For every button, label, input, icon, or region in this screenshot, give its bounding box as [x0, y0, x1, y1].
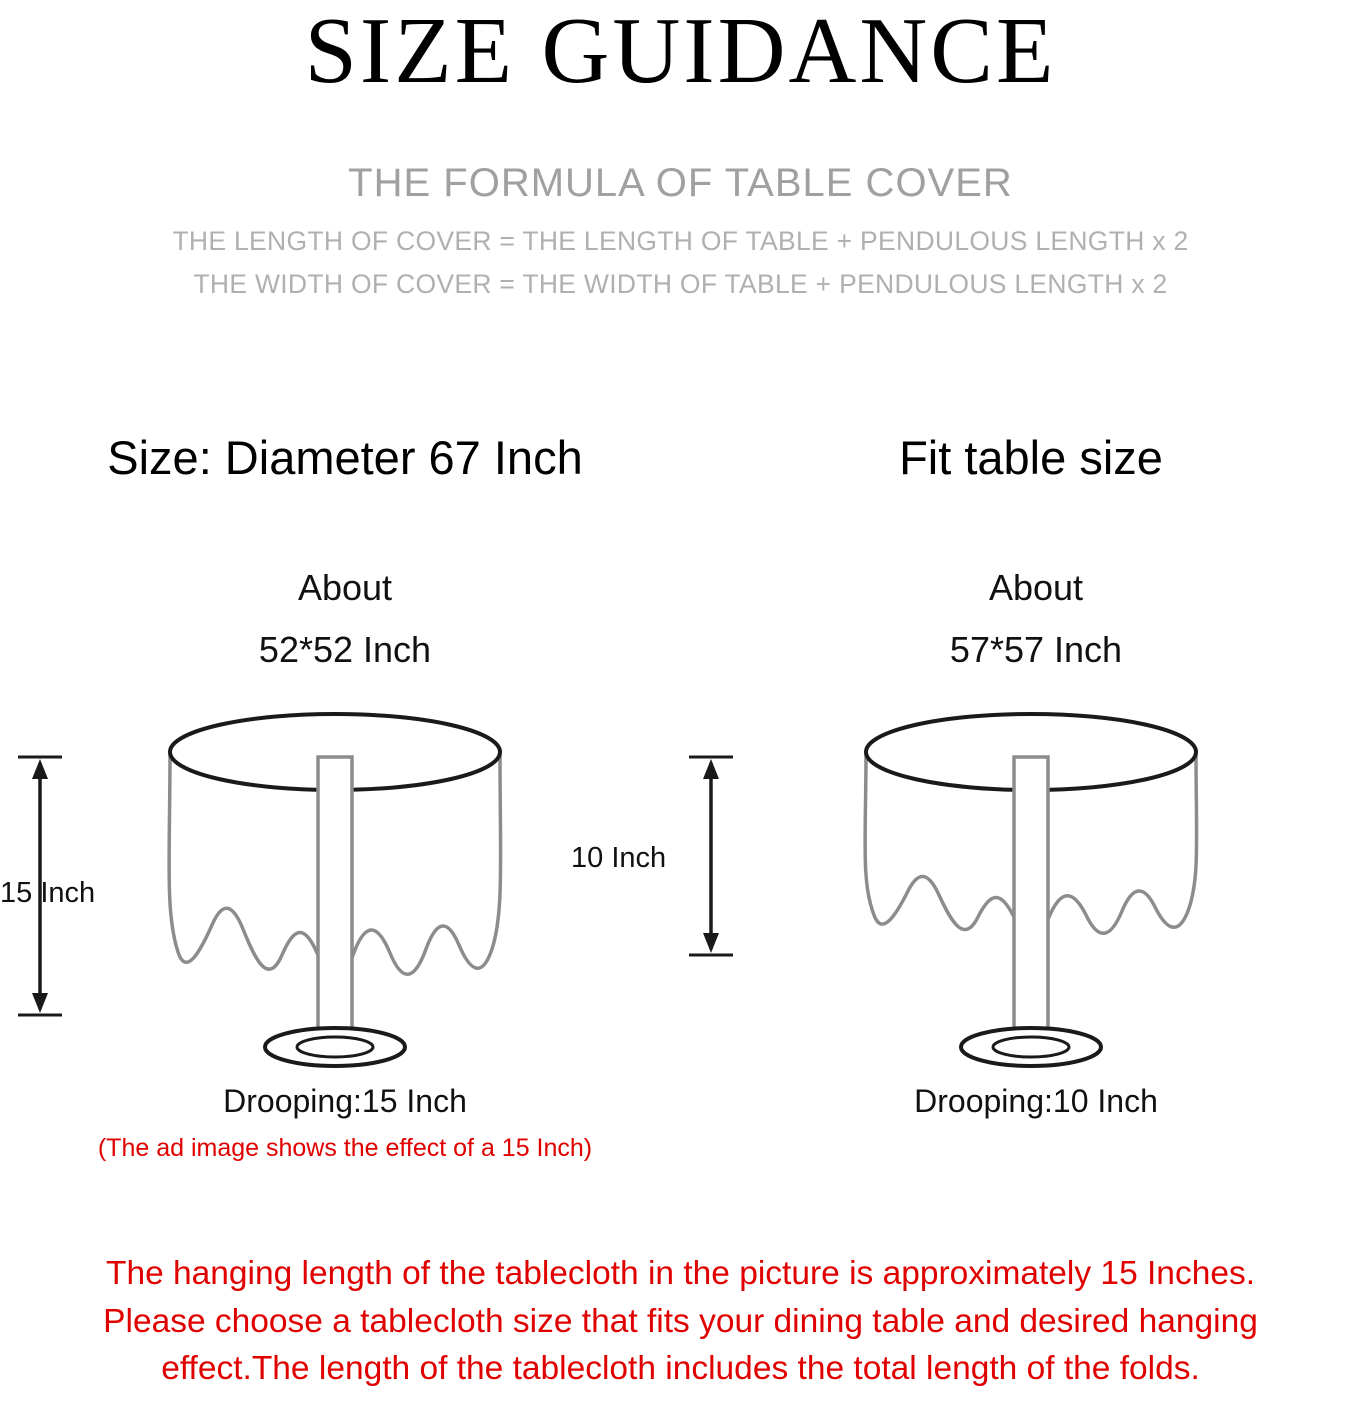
bottom-warning-note: [0, 1250, 1361, 1393]
round-table-svg-left: [0, 697, 680, 1077]
bottom-note-line-3: effect.The length of the tablecloth includes the total length of the folds.: [161, 1350, 1200, 1388]
size-columns: [0, 430, 1361, 1250]
page-title: SIZE GUIDANCE: [304, 0, 1057, 103]
drooping-left: Drooping:15 Inch: [223, 1083, 467, 1119]
formula-heading: THE FORMULA OF TABLE COVER: [348, 160, 1013, 205]
round-table-svg-right: [571, 697, 1361, 1077]
column-title-left: Size: Diameter 67 Inch: [107, 431, 583, 484]
bottom-note-line-2: Please choose a tablecloth size that fits your dining table and desired hanging: [103, 1302, 1258, 1340]
column-fit-table-size: [571, 430, 1361, 1250]
formula-length-line: THE LENGTH OF COVER = THE LENGTH OF TABLE + PENDULOUS LENGTH x 2: [172, 225, 1189, 256]
about-size-left: 52*52 Inch: [258, 629, 432, 670]
drooping-right: Drooping:10 Inch: [914, 1083, 1158, 1119]
ad-image-note: (The ad image shows the effect of a 15 Inch): [97, 1134, 593, 1162]
drop-label-left-text: 15 Inch: [0, 877, 96, 909]
table-diagram-left: [0, 697, 680, 1077]
about-label-left: About: [297, 567, 393, 608]
drop-label-right-text: 10 Inch: [571, 842, 667, 874]
formula-width-line: THE WIDTH OF COVER = THE WIDTH OF TABLE + PENDULOUS LENGTH x 2: [193, 268, 1168, 299]
bottom-note-line-1: The hanging length of the tablecloth in the picture is approximately 15 Inches.: [105, 1255, 1256, 1292]
about-size-right: 57*57 Inch: [949, 629, 1123, 670]
column-title-right: Fit table size: [899, 431, 1163, 484]
column-cover-size: [0, 430, 680, 1250]
about-label-right: About: [988, 567, 1084, 608]
table-diagram-right: [571, 697, 1361, 1077]
